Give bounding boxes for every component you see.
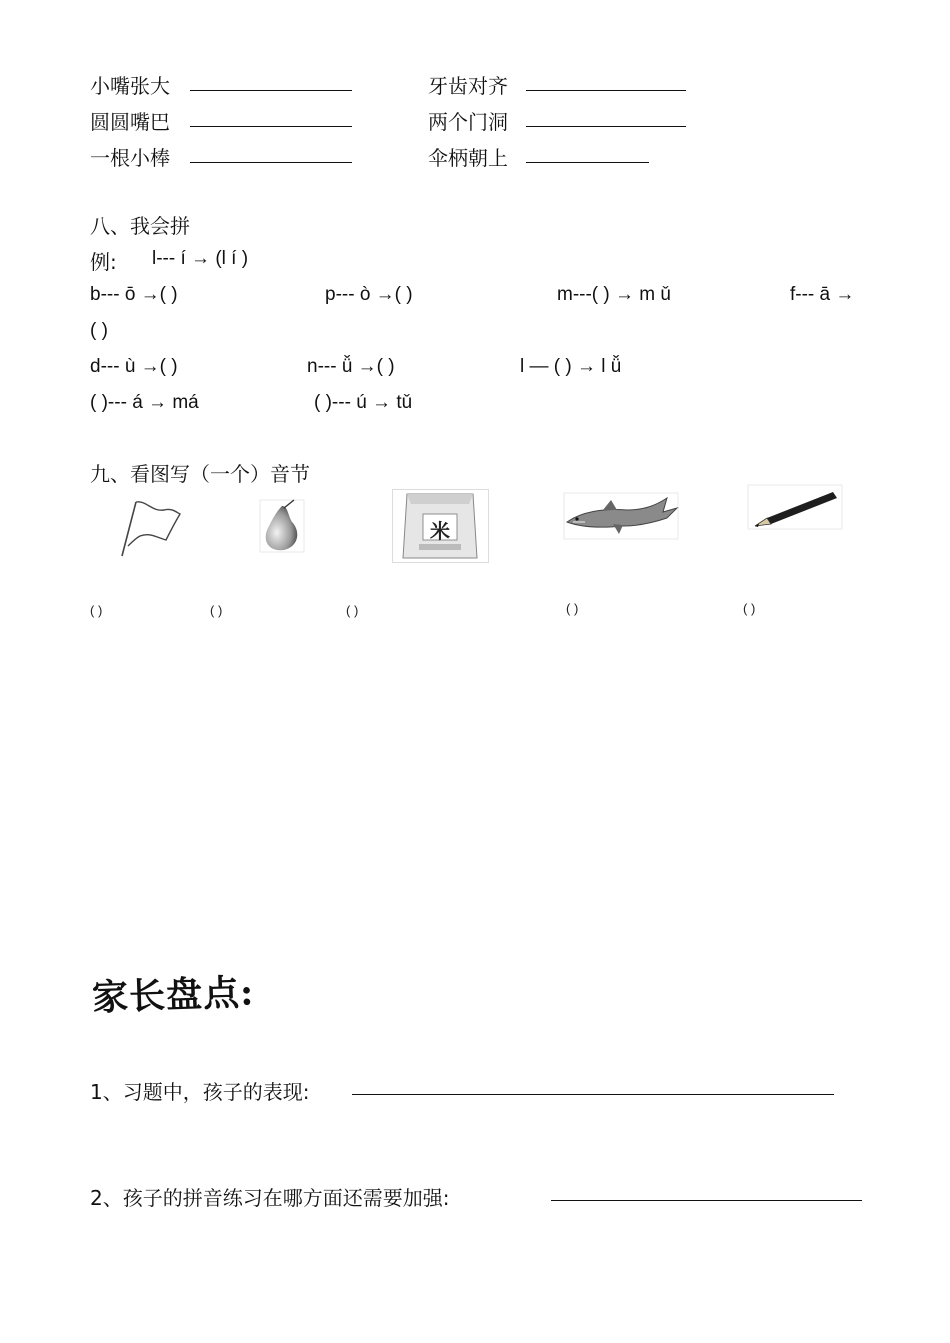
pinyin-item-2[interactable]: p--- ò →( ) — [325, 284, 413, 305]
parents-question-1: 1、习题中，孩子的表现: — [90, 1080, 310, 1104]
picture-blank-4[interactable]: ( ) — [566, 601, 579, 616]
phrase-3: 圆圆嘴巴 — [90, 110, 170, 134]
phrase-1: 小嘴张大 — [90, 74, 170, 98]
pear-icon — [258, 498, 306, 554]
flag-icon — [118, 498, 184, 560]
parents-answer-line-1[interactable] — [352, 1094, 834, 1095]
section-9-title: 九、看图写（一个）音节 — [90, 462, 310, 486]
answer-line-2[interactable] — [526, 90, 686, 91]
pinyin-item-4-blank[interactable]: ( ) — [90, 320, 108, 341]
pinyin-item-5[interactable]: d--- ù →( ) — [90, 356, 178, 377]
example-text: l--- í → (l í ) — [152, 248, 249, 269]
answer-line-5[interactable] — [190, 162, 352, 163]
answer-line-4[interactable] — [526, 126, 686, 127]
parents-question-2: 2、孩子的拼音练习在哪方面还需要加强: — [90, 1186, 450, 1210]
parents-answer-line-2[interactable] — [551, 1200, 862, 1201]
pencil-icon — [747, 484, 843, 530]
pinyin-item-8[interactable]: ( )--- á → má — [90, 392, 199, 413]
picture-blank-2[interactable]: ( ) — [210, 603, 223, 618]
section-8-title: 八、我会拼 — [90, 214, 190, 238]
phrase-4: 两个门洞 — [428, 110, 508, 134]
phrase-6: 伞柄朝上 — [428, 146, 508, 170]
answer-line-3[interactable] — [190, 126, 352, 127]
pinyin-item-3[interactable]: m---( ) → m ǔ — [557, 284, 671, 305]
pinyin-item-9[interactable]: ( )--- ú → tǔ — [314, 392, 413, 413]
picture-blank-1[interactable]: ( ) — [90, 603, 103, 618]
phrase-2: 牙齿对齐 — [428, 74, 508, 98]
picture-blank-5[interactable]: ( ) — [743, 601, 756, 616]
answer-line-6[interactable] — [526, 162, 649, 163]
phrase-5: 一根小棒 — [90, 146, 170, 170]
pinyin-item-1[interactable]: b--- ō →( ) — [90, 284, 178, 305]
picture-blank-3[interactable]: ( ) — [346, 603, 359, 618]
rice-bag-char: 米 — [430, 519, 450, 543]
rice-bag-icon — [392, 489, 489, 563]
pinyin-item-4[interactable]: f--- ā → — [790, 284, 855, 305]
answer-line-1[interactable] — [190, 90, 352, 91]
example-label: 例: — [90, 250, 117, 274]
pinyin-item-7[interactable]: l — ( ) → l ǚ — [520, 356, 622, 377]
parents-title: 家长盘点: — [91, 971, 256, 1019]
fish-icon — [563, 492, 679, 540]
pinyin-item-6[interactable]: n--- ǚ →( ) — [307, 356, 395, 377]
